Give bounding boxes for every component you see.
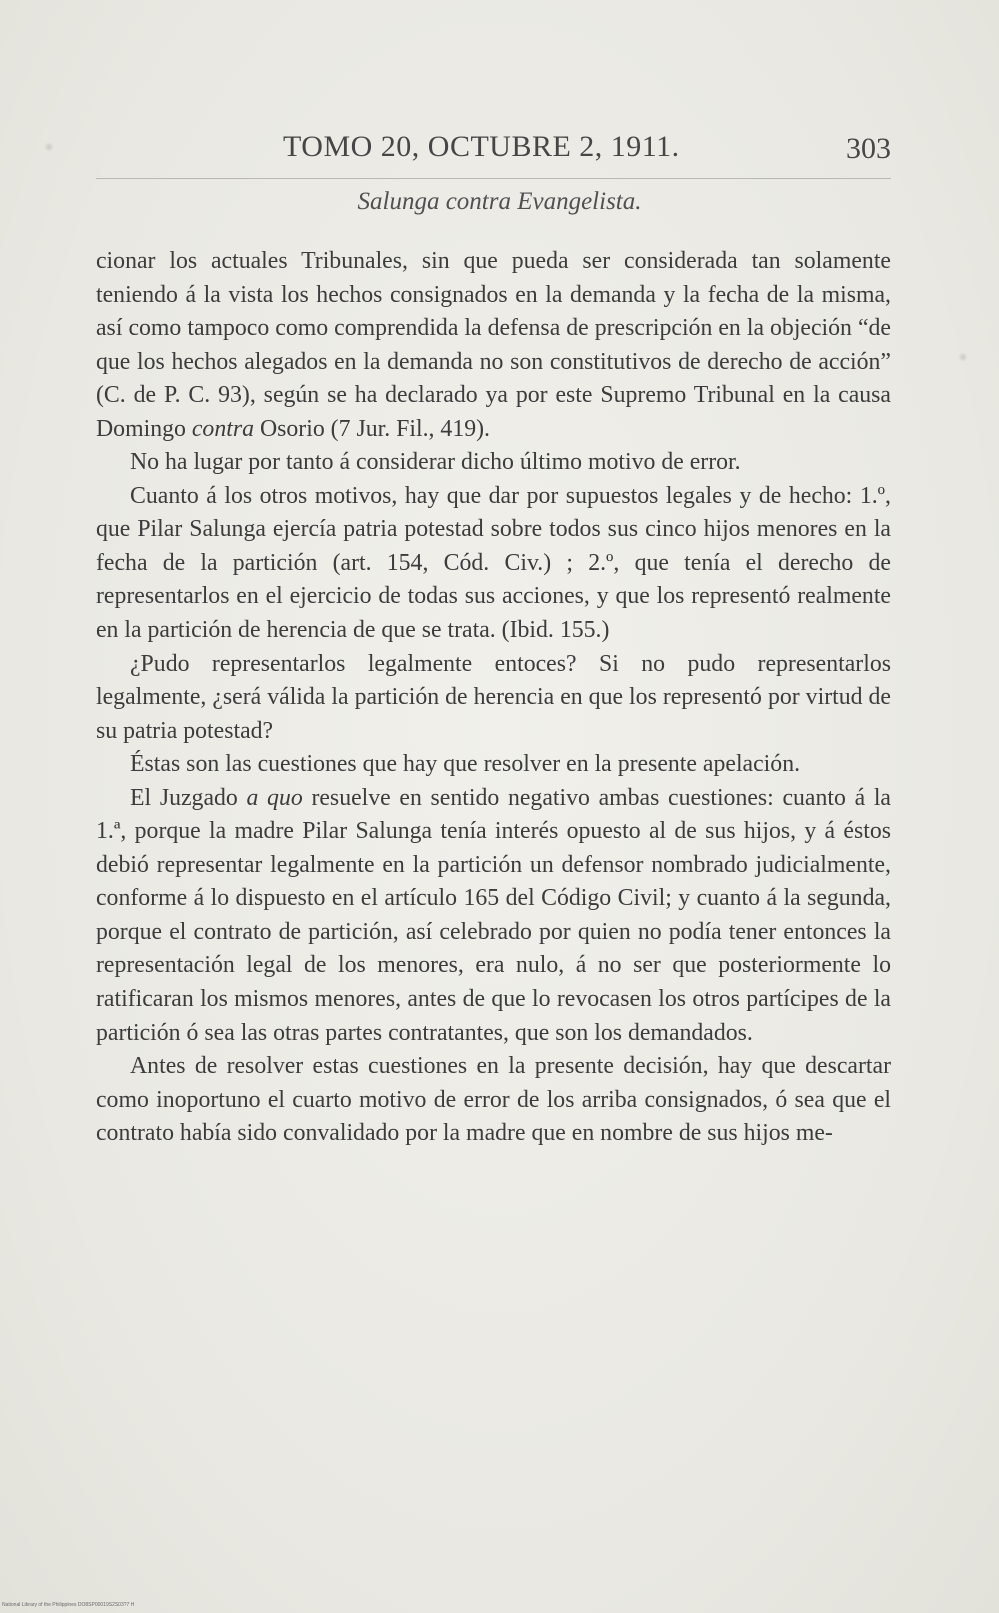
header-title: TOMO 20, OCTUBRE 2, 1911. <box>283 130 680 163</box>
paragraph: Éstas son las cuestiones que hay que resolver en la presente apelación. <box>130 751 801 778</box>
paragraph: Antes de resolver estas cuestiones en la presente decisión, hay que descartar como inoportuno el cuarto motivo de error de los arriba consignados, ó sea que el contrato había sido convalidado por la madre que en nombre de sus hijos me- <box>96 1053 891 1147</box>
paragraph: Cuanto á los otros motivos, hay que dar por supuestos legales y de hecho: 1.º, que Pilar Salunga ejercía patria potestad sobre todos sus cinco hijos menores en la fecha de la partición (art. 154, Cód. Civ.) ; 2.º, que tenía el derecho de representarlos en el ejercicio de todas sus acciones, y que los representó realmente en la partición de herencia de que se trata. (Ibid. 155.) <box>96 482 891 644</box>
paper-spot <box>44 142 54 152</box>
running-head: Salunga contra Evangelista. <box>357 188 642 215</box>
scan-credit: National Library of the Philippines DO8SP00019S2S03?7 H <box>2 1602 135 1608</box>
paragraph: cionar los actuales Tribunales, sin que pueda ser considerada tan solamente teniendo á la vista los hechos consignados en la demanda y la fecha de la misma, así como tampoco como comprendida la defensa de prescripción en la objeción “de que los hechos alegados en la demanda no son constitutivos de derecho de acción” (C. de P. C. 93), según se ha declarado ya por este Supremo Tribunal en la causa Domingo contra Osorio (7 Jur. Fil., 419). <box>96 248 891 442</box>
paper-spot <box>958 352 968 362</box>
body-text <box>96 245 891 1151</box>
page-header <box>96 130 891 172</box>
page-number: 303 <box>846 132 891 165</box>
paragraph: El Juzgado a quo resuelve en sentido negativo ambas cuestiones: cuanto á la 1.ª, porque la madre Pilar Salunga tenía interés opuesto al de sus hijos, y á éstos debió representar legalmente en la partición un defensor nombrado judicialmente, conforme á lo dispuesto en el artículo 165 del Código Civil; y cuanto á la segunda, porque el contrato de partición, así celebrado por quien no podía tener entonces la representación legal de los menores, era nulo, á no ser que posteriormente lo ratificaran los mismos menores, antes de que lo revocasen los otros partícipes de la partición ó sea las otras partes contratantes, que son los demandados. <box>96 784 891 1046</box>
paragraph: No ha lugar por tanto á considerar dicho último motivo de error. <box>130 449 741 476</box>
paragraph: ¿Pudo representarlos legalmente entoces? Si no pudo representarlos legalmente, ¿será válida la partición de herencia en que los representó por virtud de su patria potestad? <box>96 650 891 744</box>
header-rule <box>96 178 891 179</box>
